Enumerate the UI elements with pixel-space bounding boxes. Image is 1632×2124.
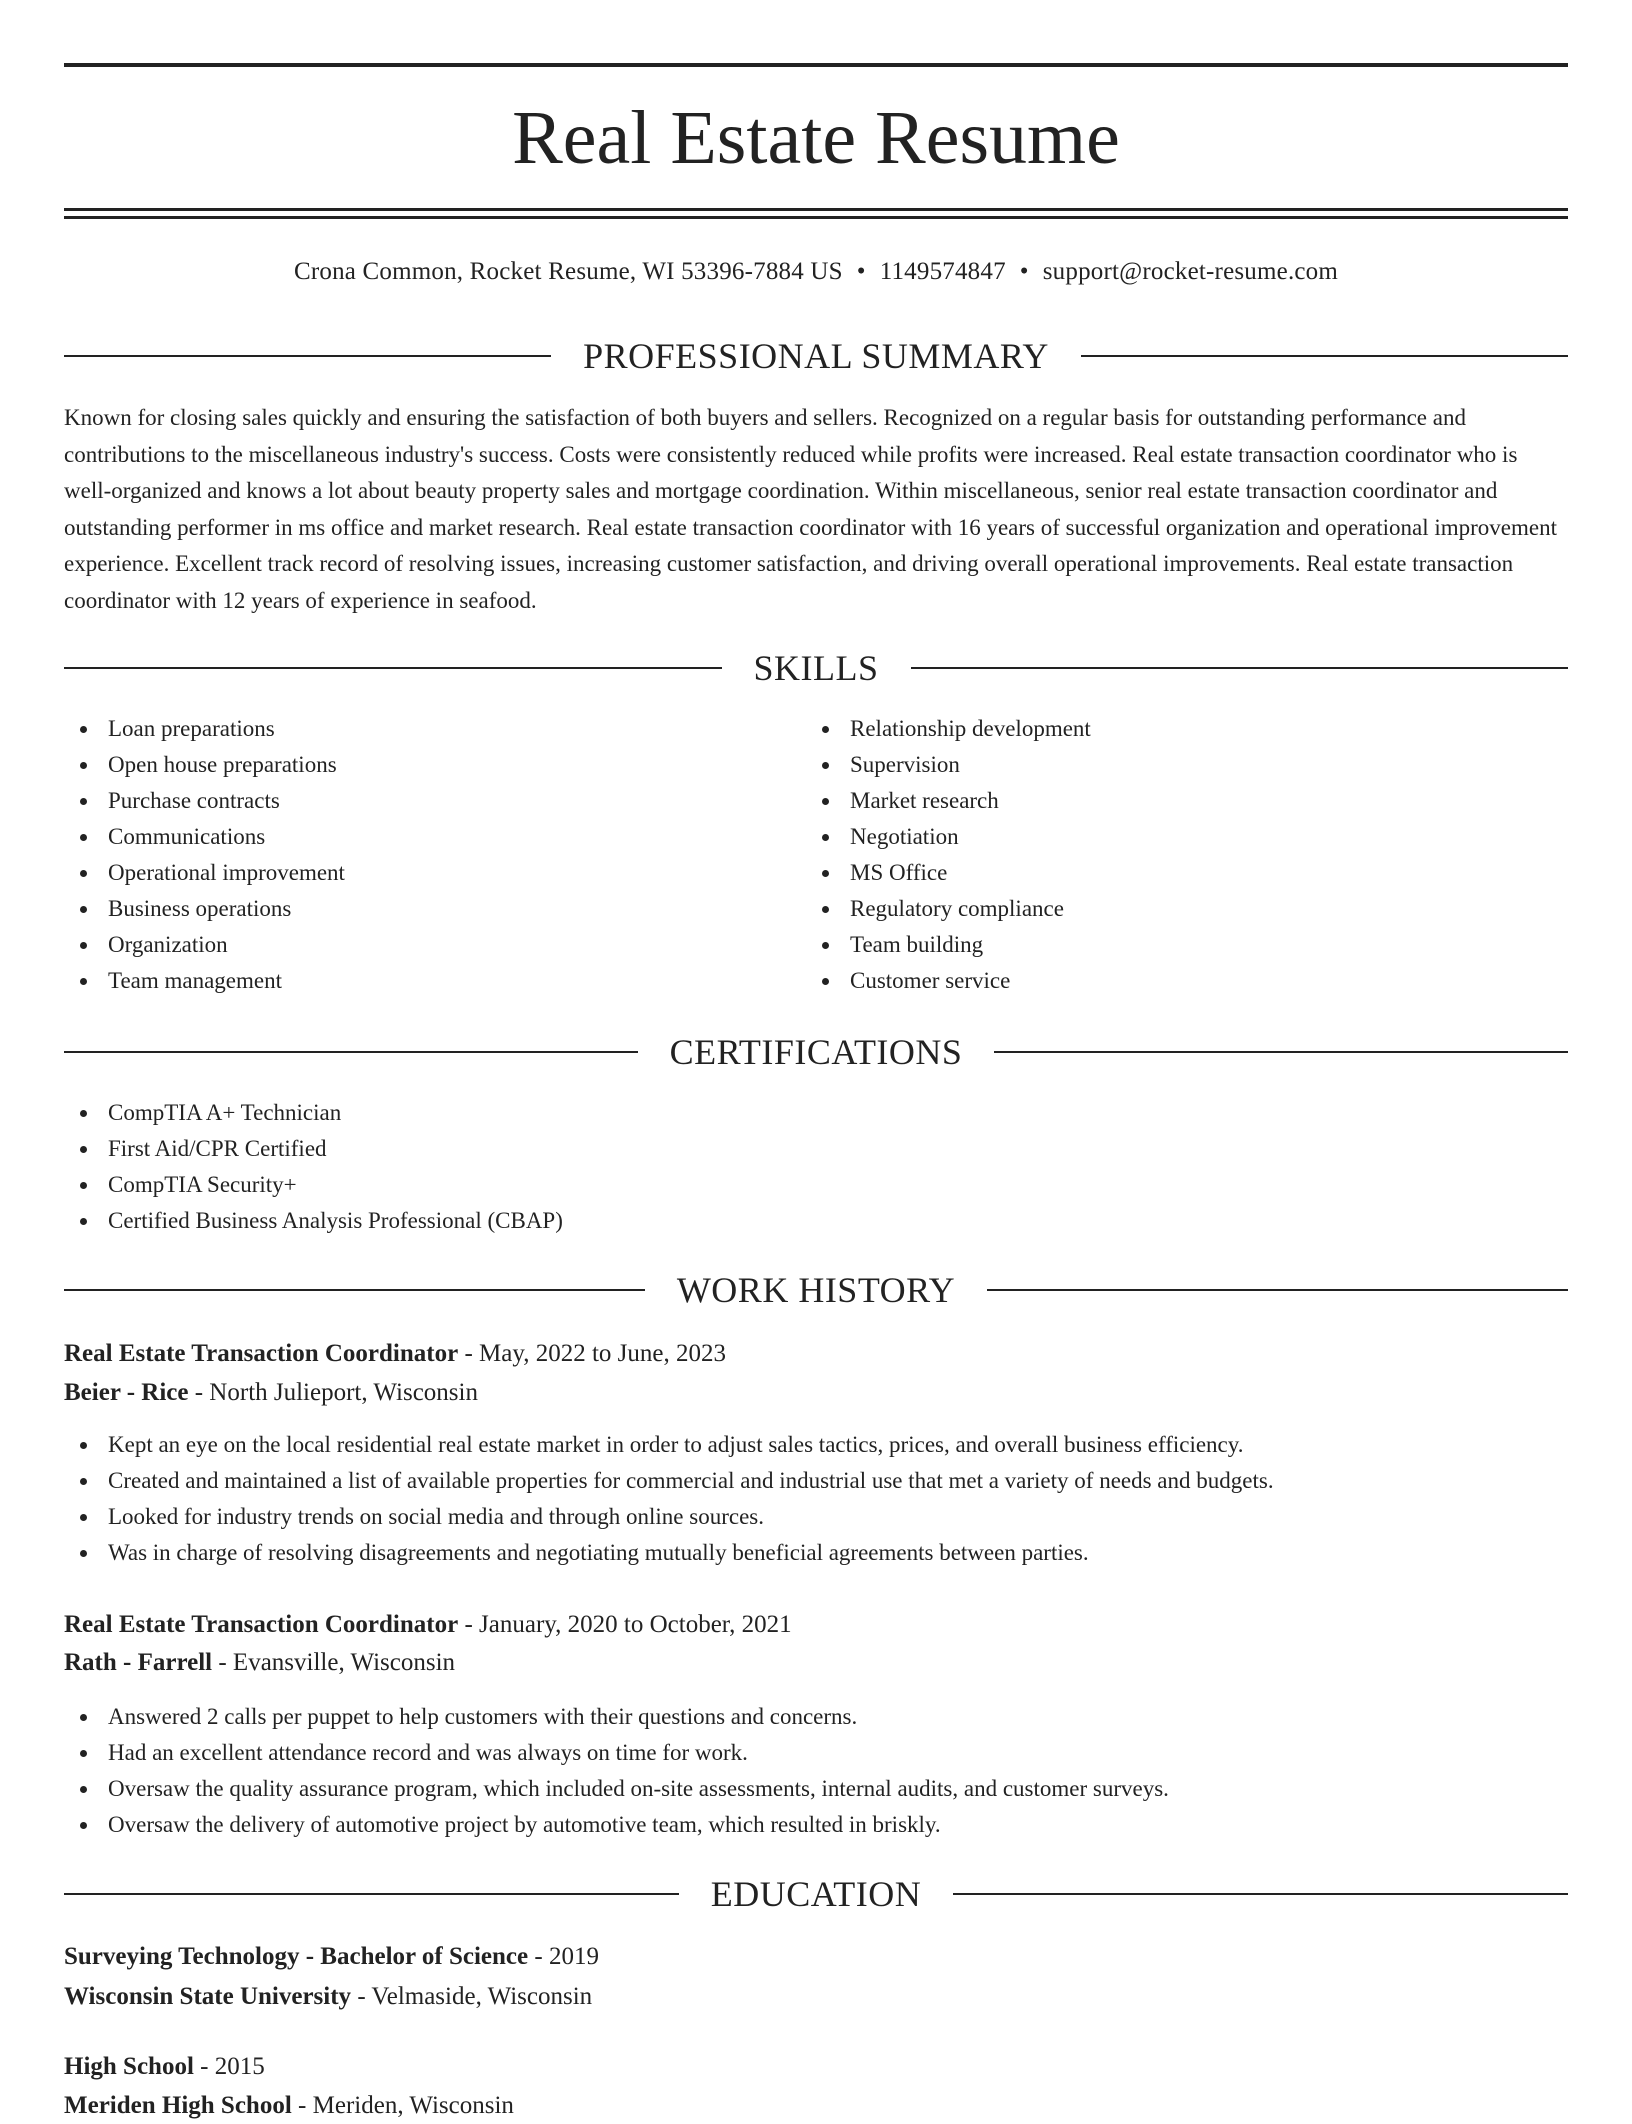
education-location: - Meriden, Wisconsin — [291, 2092, 514, 2119]
section-title: PROFESSIONAL SUMMARY — [583, 336, 1049, 376]
header-double-rule-lower — [64, 216, 1568, 219]
contact-line — [64, 254, 1568, 290]
skill-item: Open house preparations — [64, 747, 804, 783]
skill-item: Purchase contracts — [64, 783, 804, 819]
section-heading-work-history — [64, 1268, 1568, 1312]
contact-address: Crona Common, Rocket Resume, WI 53396-7884 US — [293, 258, 843, 285]
education-school-line — [64, 2088, 1568, 2124]
certification-item: CompTIA A+ Technician — [64, 1095, 1568, 1131]
skill-item: MS Office — [806, 855, 1546, 891]
divider-line — [64, 355, 551, 357]
skill-item: Relationship development — [806, 711, 1546, 747]
section-heading-skills — [64, 646, 1568, 690]
skills-list-left — [64, 711, 804, 999]
education-school: Wisconsin State University — [64, 1983, 352, 2010]
education-degree-line — [64, 2049, 1568, 2085]
divider-line — [64, 1893, 679, 1895]
resume-title: Real Estate Resume — [512, 96, 1120, 180]
skills-list-right — [806, 711, 1546, 999]
job-duty-item: Had an excellent attendance record and was always on time for work. — [64, 1735, 1568, 1771]
job-company: Rath - Farrell — [64, 1649, 213, 1676]
certification-item: First Aid/CPR Certified — [64, 1131, 1568, 1167]
skill-item: Supervision — [806, 747, 1546, 783]
education-year: - 2019 — [528, 1943, 599, 1970]
job-title: Real Estate Transaction Coordinator — [64, 1611, 459, 1638]
divider-line — [64, 1051, 638, 1053]
job-title: Real Estate Transaction Coordinator — [64, 1340, 459, 1367]
job-duty-item: Oversaw the quality assurance program, which included on-site assessments, internal audits, and customer surveys. — [64, 1771, 1568, 1807]
section-heading-certifications — [64, 1030, 1568, 1074]
contact-separator: • — [856, 258, 866, 285]
education-school-line — [64, 1979, 1568, 2015]
job-dates: - May, 2022 to June, 2023 — [458, 1340, 727, 1367]
skill-item: Regulatory compliance — [806, 891, 1546, 927]
job-title-line — [64, 1607, 1568, 1643]
header-double-rule-upper — [64, 208, 1568, 211]
education-degree-line — [64, 1939, 1568, 1975]
certification-item: CompTIA Security+ — [64, 1167, 1568, 1203]
section-title: EDUCATION — [710, 1874, 922, 1914]
certification-item: Certified Business Analysis Professional (CBAP) — [64, 1203, 1568, 1239]
skill-item: Customer service — [806, 963, 1546, 999]
skill-item: Operational improvement — [64, 855, 804, 891]
divider-line — [1081, 355, 1568, 357]
job-title-line — [64, 1336, 1568, 1372]
job-company-line — [64, 1645, 1568, 1681]
divider-line — [64, 667, 722, 669]
divider-line — [987, 1289, 1568, 1291]
skill-item: Organization — [64, 927, 804, 963]
job-duty-item: Kept an eye on the local residential real estate market in order to adjust sales tactics, prices, and overall business efficiency. — [64, 1427, 1568, 1463]
section-title: WORK HISTORY — [676, 1270, 956, 1310]
divider-line — [911, 667, 1569, 669]
education-degree: Surveying Technology - Bachelor of Science — [64, 1943, 529, 1970]
job-duty-item: Oversaw the delivery of automotive project by automotive team, which resulted in briskly. — [64, 1807, 1568, 1843]
section-heading-summary — [64, 334, 1568, 378]
skill-item: Market research — [806, 783, 1546, 819]
job-duty-item: Answered 2 calls per puppet to help customers with their questions and concerns. — [64, 1699, 1568, 1735]
header-top-rule — [64, 63, 1568, 67]
education-school: Meriden High School — [64, 2092, 292, 2119]
skill-item: Negotiation — [806, 819, 1546, 855]
job-dates: - January, 2020 to October, 2021 — [458, 1611, 792, 1638]
skill-item: Business operations — [64, 891, 804, 927]
education-year: - 2015 — [193, 2053, 265, 2080]
job-duties-list — [64, 1699, 1568, 1843]
skill-item: Team management — [64, 963, 804, 999]
skill-item: Loan preparations — [64, 711, 804, 747]
job-duty-item: Created and maintained a list of available properties for commercial and industrial use that met a variety of needs and budgets. — [64, 1463, 1568, 1499]
job-duties-list — [64, 1427, 1568, 1571]
job-duty-item: Was in charge of resolving disagreements and negotiating mutually beneficial agreements between parties. — [64, 1535, 1568, 1571]
section-title: SKILLS — [753, 648, 879, 688]
contact-email: support@rocket-resume.com — [1042, 258, 1339, 285]
job-company-line — [64, 1375, 1568, 1411]
job-location: - Evansville, Wisconsin — [212, 1649, 456, 1676]
education-location: - Velmaside, Wisconsin — [351, 1983, 593, 2010]
job-company: Beier - Rice — [64, 1379, 189, 1406]
contact-phone: 1149574847 — [879, 258, 1006, 285]
job-location: - North Julieport, Wisconsin — [188, 1379, 478, 1406]
certifications-list — [64, 1095, 1568, 1239]
divider-line — [953, 1893, 1568, 1895]
section-title: CERTIFICATIONS — [669, 1032, 963, 1072]
summary-paragraph: Known for closing sales quickly and ensuring the satisfaction of both buyers and sellers. Recognized on a regular basis for outstanding performance and contributions to the miscellaneous industry's success. Costs were consistently reduced while profits were increased. Real estate transaction coordinator who is well-organized and knows a lot about beauty property sales and mortgage coordination. Within miscellaneous, senior real estate transaction coordinator and outstanding performer in ms office and market research. Real estate transaction coordinator with 16 years of successful organization and operational improvement experience. Excellent track record of resolving issues, increasing customer satisfaction, and driving overall operational improvements. Real estate transaction coordinator with 12 years of experience in seafood. — [64, 405, 1558, 613]
divider-line — [64, 1289, 645, 1291]
section-heading-education — [64, 1872, 1568, 1916]
job-duty-item: Looked for industry trends on social media and through online sources. — [64, 1499, 1568, 1535]
divider-line — [994, 1051, 1568, 1053]
skill-item: Communications — [64, 819, 804, 855]
education-degree: High School — [64, 2053, 194, 2080]
contact-separator: • — [1019, 258, 1029, 285]
skill-item: Team building — [806, 927, 1546, 963]
